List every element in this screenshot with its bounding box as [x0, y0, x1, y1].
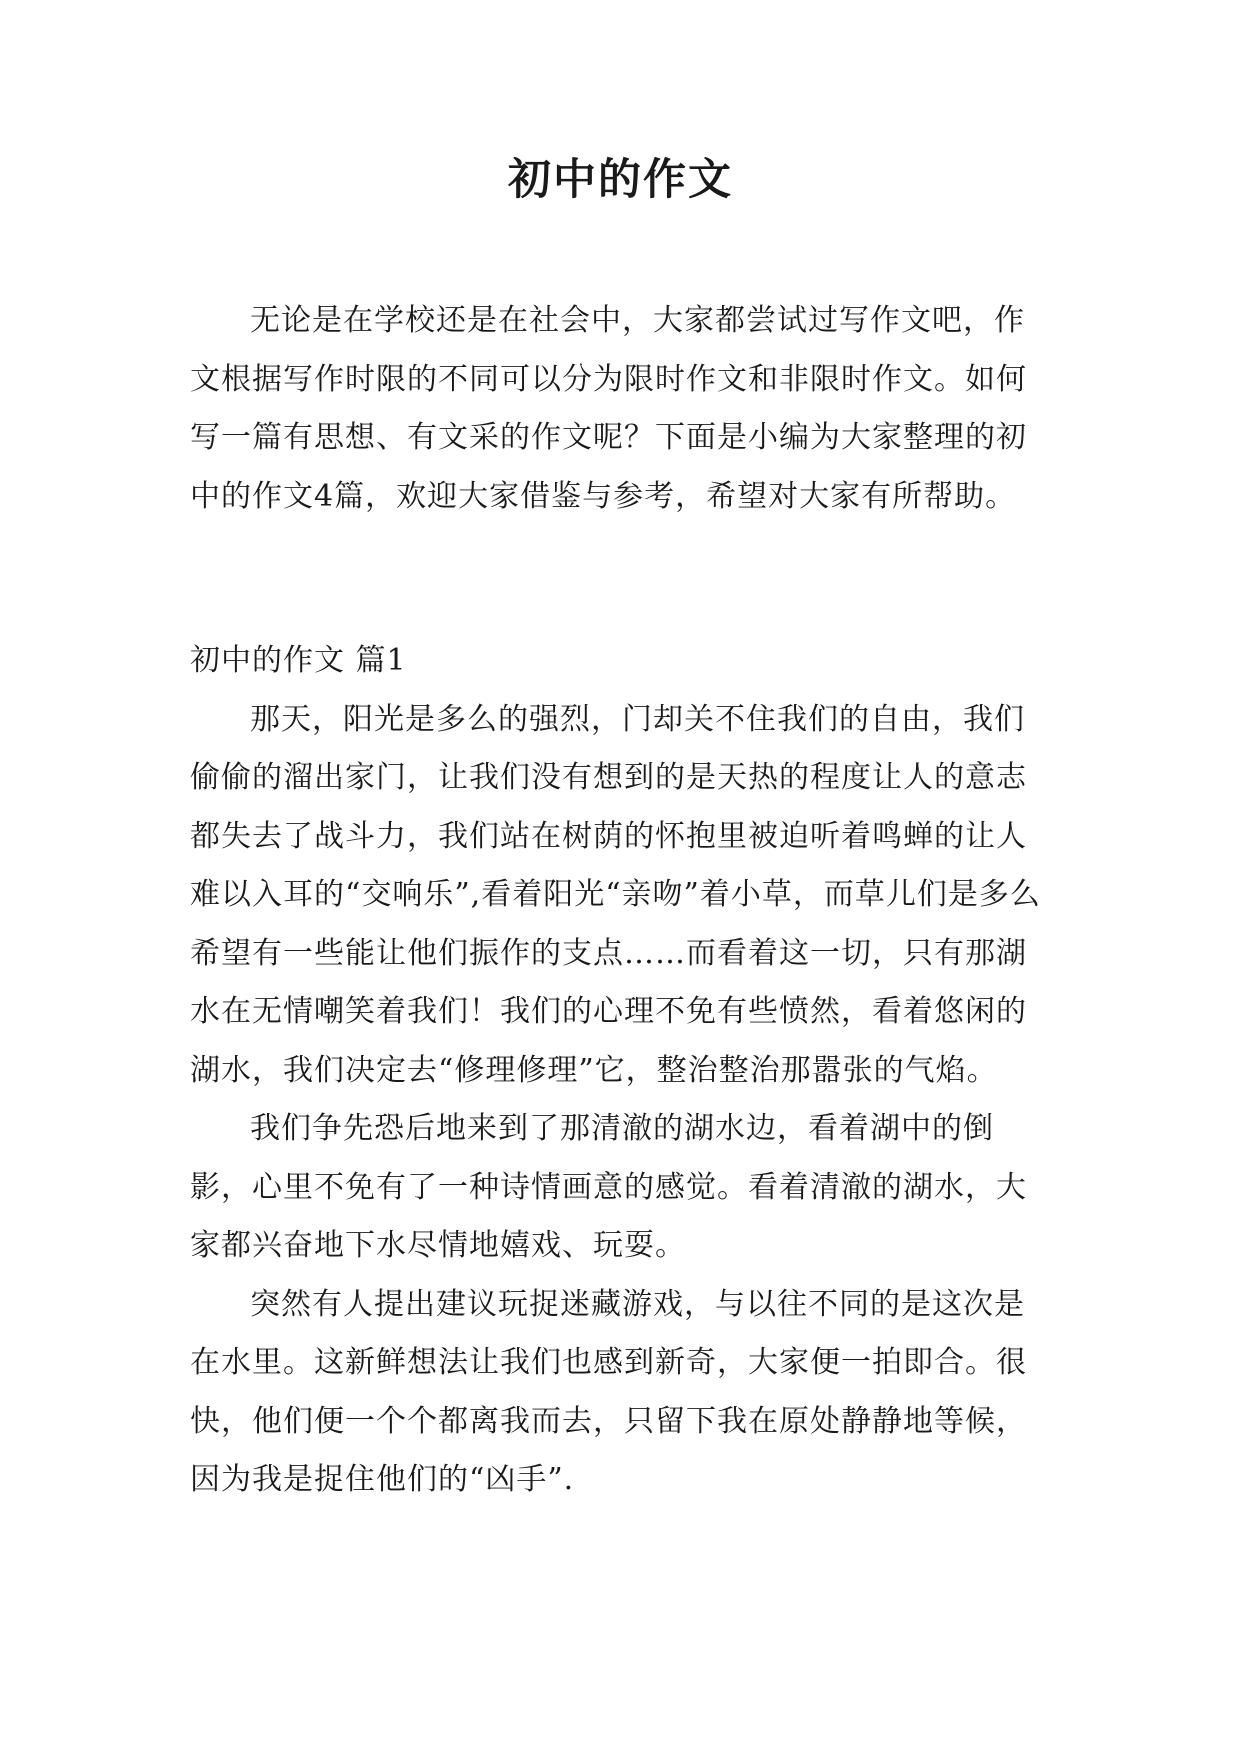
article-paragraph: 我们争先恐后地来到了那清澈的湖水边，看着湖中的倒影，心里不免有了一种诗情画意的感觉。看着清澈的湖水，大家都兴奋地下水尽情地嬉戏、玩耍。: [190, 1111, 1027, 1263]
document-title: 初中的作文: [508, 155, 733, 205]
section-heading: 初中的作文 篇1: [190, 643, 407, 678]
article-paragraph: 突然有人提出建议玩捉迷藏游戏，与以往不同的是这次是在水里。这新鲜想法让我们也感到新奇，大家便一拍即合。很快，他们便一个个都离我而去，只留下我在原处静静地等候，因为我是捉住他们的“凶手”.: [190, 1286, 1027, 1497]
intro-block: [190, 292, 1054, 526]
article-paragraph: 那天，阳光是多么的强烈，门却关不住我们的自由，我们偷偷的溜出家门，让我们没有想到的是天热的程度让人的意志都失去了战斗力，我们站在树荫的怀抱里被迫听着鸣蝉的让人难以入耳的“交响乐”,看着阳光“亲吻”着小草，而草儿们是多么希望有一些能让他们振作的支点……而看着这一切，只有那湖水在无情嘲笑着我们！我们的心理不免有些愤然，看着悠闲的湖水，我们决定去“修理修理”它，整治整治那嚣张的气焰。: [190, 701, 1041, 1088]
article-section: [190, 632, 1054, 1510]
intro-paragraph: 无论是在学校还是在社会中，大家都尝试过写作文吧，作文根据写作时限的不同可以分为限时作文和非限时作文。如何写一篇有思想、有文采的作文呢？下面是小编为大家整理的初中的作文4篇，欢迎大家借鉴与参考，希望对大家有所帮助。: [190, 303, 1027, 514]
